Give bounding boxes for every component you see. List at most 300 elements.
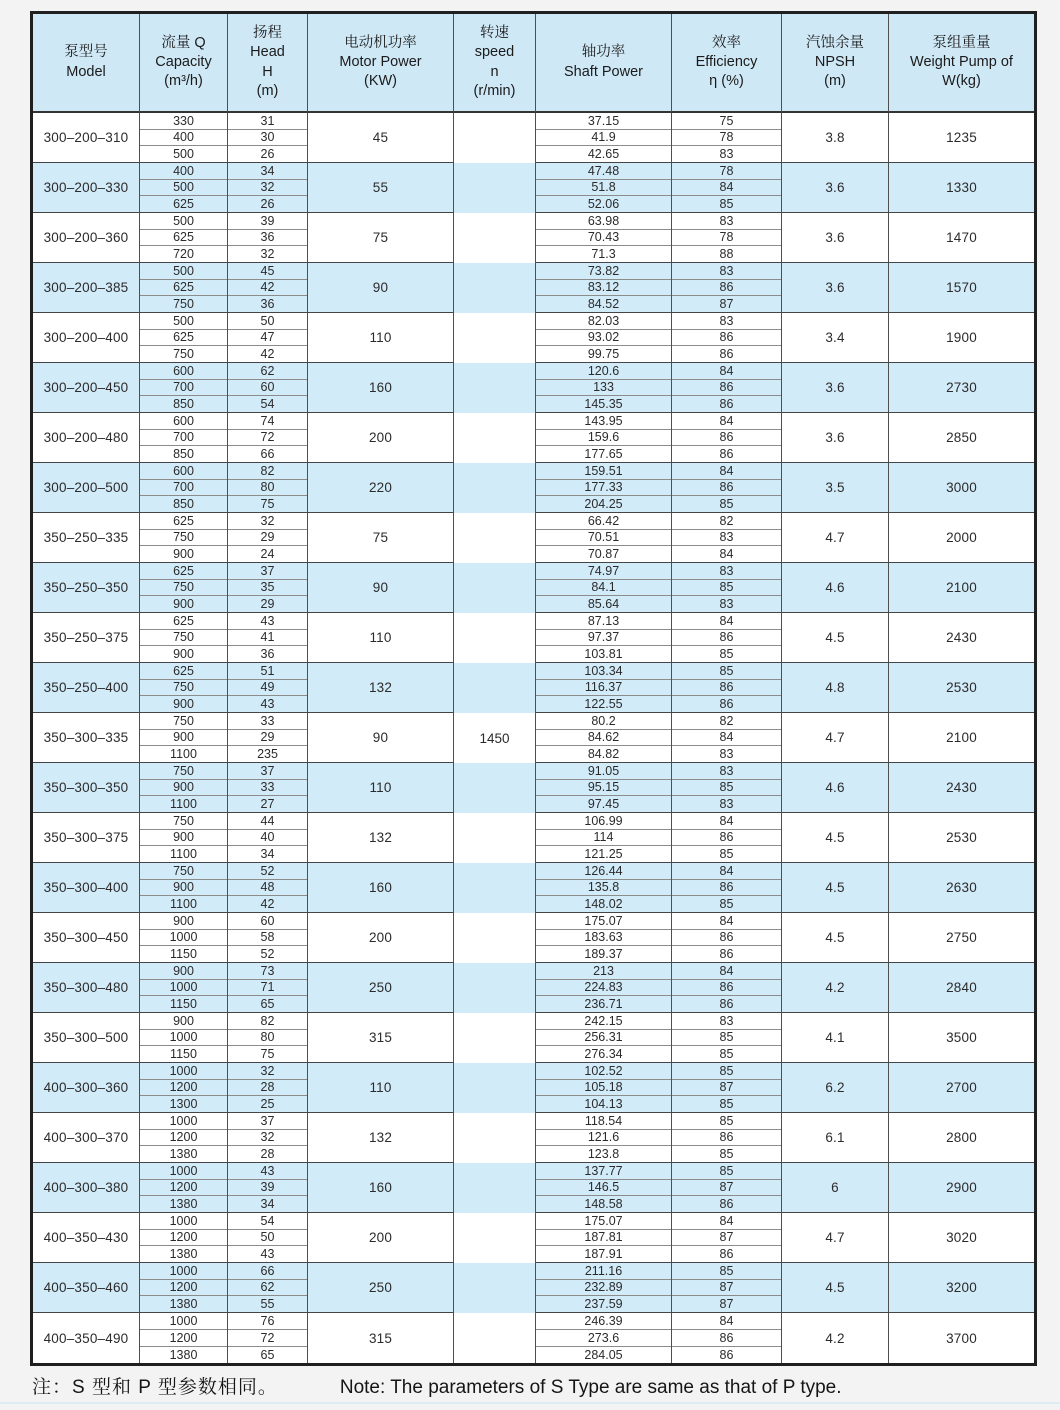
efficiency-value: 84 [672,963,781,980]
head-value: 42 [228,280,307,297]
capacity-cell [140,963,228,1013]
shaft-power-value: 213 [536,963,671,980]
column-header-line: H [262,63,273,80]
shaft-power-value: 177.33 [536,480,671,497]
column-header-line: 轴功率 [581,44,626,61]
column-header-capacity [140,14,228,113]
capacity-value: 720 [173,246,194,261]
speed-cell [454,163,536,213]
efficiency-cell [672,913,782,963]
efficiency-value: 86 [672,280,781,297]
capacity-value: 750 [140,680,227,697]
table-row [33,763,1034,813]
efficiency-cell [672,263,782,313]
model-cell: 300–200–385 [33,263,140,313]
head-value: 32 [228,1130,307,1147]
head-cell [228,663,308,713]
head-cell [228,163,308,213]
head-value: 26 [260,196,275,211]
npsh-cell: 3.6 [782,213,889,263]
efficiency-value: 86 [672,480,781,497]
speed-cell [454,363,536,413]
efficiency-cell [672,713,782,763]
motor-power-cell: 90 [308,713,454,763]
head-value: 82 [228,463,307,480]
head-value: 54 [260,396,275,411]
efficiency-value: 82 [672,513,781,530]
head-value: 66 [260,446,275,461]
efficiency-cell [672,163,782,213]
shaft-power-value: 148.58 [584,1196,623,1211]
capacity-cell [140,863,228,913]
head-value: 32 [228,180,307,197]
speed-cell [454,763,536,813]
efficiency-value: 85 [719,846,734,861]
capacity-cell [140,613,228,663]
shaft-power-value: 52.06 [587,196,620,211]
column-header-line: 效率 [712,34,741,51]
capacity-cell [140,763,228,813]
shaft-power-cell [536,213,672,263]
shaft-power-value: 84.52 [587,296,620,311]
shaft-power-value: 63.98 [536,213,671,230]
shaft-power-value: 118.54 [536,1113,671,1130]
speed-cell [454,1163,536,1213]
head-value: 65 [260,996,275,1011]
capacity-cell [140,913,228,963]
capacity-value: 700 [140,380,227,397]
head-value: 33 [228,713,307,730]
weight-cell: 3000 [889,463,1034,513]
model-cell: 350–250–335 [33,513,140,563]
head-value: 235 [257,746,278,761]
capacity-value: 500 [173,146,194,161]
npsh-cell: 3.4 [782,313,889,363]
efficiency-value: 84 [672,913,781,930]
capacity-value: 1150 [170,1046,197,1061]
capacity-cell [140,313,228,363]
head-value: 73 [228,963,307,980]
efficiency-cell [672,1313,782,1363]
head-cell [228,113,308,163]
speed-cell [454,1013,536,1063]
efficiency-cell [672,663,782,713]
capacity-value: 1200 [140,1080,227,1097]
shaft-power-value: 102.52 [536,1063,671,1080]
shaft-power-value: 187.91 [584,1246,623,1261]
model-cell: 350–300–400 [33,863,140,913]
shaft-power-value: 242.15 [536,1013,671,1030]
head-value: 32 [228,513,307,530]
capacity-value: 1150 [170,996,197,1011]
weight-cell: 1235 [889,113,1034,163]
shaft-power-cell [536,263,672,313]
shaft-power-value: 84.62 [536,730,671,747]
head-cell [228,1263,308,1313]
column-header-line: Motor Power [339,53,422,70]
head-value: 27 [260,796,275,811]
capacity-cell [140,213,228,263]
head-cell [228,863,308,913]
head-value: 48 [228,880,307,897]
head-value: 80 [228,480,307,497]
capacity-cell [140,113,228,163]
head-value: 42 [260,346,275,361]
weight-cell: 3700 [889,1313,1034,1363]
model-cell: 350–300–450 [33,913,140,963]
head-value: 45 [228,263,307,280]
shaft-power-value: 66.42 [536,513,671,530]
efficiency-value: 85 [719,646,734,661]
shaft-power-value: 73.82 [536,263,671,280]
head-value: 51 [228,663,307,680]
motor-power-cell: 90 [308,563,454,613]
motor-power-cell: 75 [308,513,454,563]
head-cell [228,813,308,863]
model-cell: 400–350–460 [33,1263,140,1313]
head-value: 31 [228,113,307,130]
head-value: 66 [228,1263,307,1280]
pump-spec-table [30,11,1037,1366]
capacity-value: 750 [140,530,227,547]
head-value: 36 [260,646,275,661]
motor-power-cell: 250 [308,963,454,1013]
head-cell [228,913,308,963]
model-cell: 350–250–375 [33,613,140,663]
efficiency-cell [672,563,782,613]
shaft-power-value: 105.18 [536,1080,671,1097]
efficiency-value: 83 [719,596,734,611]
motor-power-cell: 110 [308,763,454,813]
efficiency-value: 87 [672,1180,781,1197]
shaft-power-value: 126.44 [536,863,671,880]
capacity-value: 1000 [140,1113,227,1130]
capacity-value: 850 [173,446,194,461]
npsh-cell: 6.1 [782,1113,889,1163]
capacity-value: 900 [140,730,227,747]
speed-cell [454,963,536,1013]
column-header-line: (m³/h) [164,73,203,90]
shaft-power-value: 97.37 [536,630,671,647]
efficiency-value: 84 [672,613,781,630]
capacity-value: 1000 [140,930,227,947]
efficiency-value: 86 [672,1130,781,1147]
head-value: 28 [228,1080,307,1097]
shaft-power-value: 133 [536,380,671,397]
capacity-value: 600 [140,463,227,480]
head-value: 76 [228,1313,307,1330]
table-row [33,563,1034,613]
capacity-cell [140,1263,228,1313]
motor-power-cell: 110 [308,1063,454,1113]
efficiency-value: 86 [719,696,734,711]
head-value: 72 [228,1330,307,1347]
efficiency-value: 86 [719,446,734,461]
efficiency-value: 86 [672,830,781,847]
capacity-value: 1150 [170,946,197,961]
capacity-value: 625 [140,613,227,630]
table-row [33,963,1034,1013]
model-cell: 400–350–490 [33,1313,140,1363]
weight-cell: 2100 [889,563,1034,613]
capacity-value: 625 [140,663,227,680]
table-row [33,1113,1034,1163]
table-header-row [33,14,1034,113]
motor-power-cell: 160 [308,863,454,913]
shaft-power-cell [536,313,672,363]
head-value: 42 [260,896,275,911]
shaft-power-cell [536,163,672,213]
efficiency-cell [672,213,782,263]
shaft-power-cell [536,113,672,163]
table-row [33,263,1034,313]
capacity-cell [140,1113,228,1163]
motor-power-cell: 315 [308,1013,454,1063]
table-row [33,613,1034,663]
table-row [33,713,1034,763]
weight-cell: 2000 [889,513,1034,563]
shaft-power-cell [536,613,672,663]
head-cell [228,413,308,463]
capacity-value: 750 [173,296,194,311]
head-value: 43 [260,1246,275,1261]
speed-cell [454,263,536,313]
efficiency-value: 78 [672,230,781,247]
efficiency-value: 83 [719,746,734,761]
head-value: 25 [260,1096,275,1111]
npsh-cell: 3.6 [782,163,889,213]
efficiency-value: 84 [672,1213,781,1230]
head-cell [228,263,308,313]
efficiency-value: 85 [672,1030,781,1047]
capacity-cell [140,463,228,513]
head-value: 39 [228,213,307,230]
capacity-value: 750 [140,813,227,830]
motor-power-cell: 200 [308,913,454,963]
shaft-power-cell [536,413,672,463]
head-value: 29 [260,596,275,611]
efficiency-value: 87 [719,296,734,311]
shaft-power-value: 93.02 [536,330,671,347]
capacity-value: 1200 [140,1130,227,1147]
model-cell: 300–200–310 [33,113,140,163]
efficiency-value: 86 [672,430,781,447]
shaft-power-value: 236.71 [584,996,623,1011]
capacity-value: 1200 [140,1180,227,1197]
head-value: 34 [260,1196,275,1211]
capacity-value: 500 [140,313,227,330]
head-value: 43 [228,1163,307,1180]
capacity-value: 1200 [140,1280,227,1297]
efficiency-value: 85 [672,1063,781,1080]
head-value: 62 [228,1280,307,1297]
npsh-cell: 3.6 [782,263,889,313]
shaft-power-value: 143.95 [536,413,671,430]
shaft-power-value: 42.65 [587,146,620,161]
motor-power-cell: 160 [308,363,454,413]
capacity-value: 1100 [170,746,197,761]
column-header-line: 扬程 [253,25,282,42]
shaft-power-cell [536,963,672,1013]
efficiency-value: 83 [672,213,781,230]
efficiency-value: 78 [672,130,781,147]
capacity-value: 750 [140,713,227,730]
capacity-value: 900 [140,830,227,847]
efficiency-cell [672,963,782,1013]
capacity-cell [140,1013,228,1063]
head-value: 34 [228,163,307,180]
head-value: 37 [228,1113,307,1130]
shaft-power-value: 95.15 [536,780,671,797]
head-cell [228,1063,308,1113]
model-cell: 300–200–330 [33,163,140,213]
capacity-cell [140,263,228,313]
efficiency-value: 86 [672,880,781,897]
npsh-cell: 4.2 [782,1313,889,1363]
capacity-value: 625 [140,280,227,297]
capacity-cell [140,1163,228,1213]
capacity-cell [140,413,228,463]
head-cell [228,563,308,613]
shaft-power-cell [536,363,672,413]
shaft-power-value: 103.34 [536,663,671,680]
capacity-value: 1300 [169,1096,198,1111]
shaft-power-value: 204.25 [584,496,623,511]
head-value: 44 [228,813,307,830]
shaft-power-value: 256.31 [536,1030,671,1047]
weight-cell: 2900 [889,1163,1034,1213]
table-row [33,1163,1034,1213]
weight-cell: 3500 [889,1013,1034,1063]
efficiency-value: 86 [719,1196,734,1211]
speed-cell [454,913,536,963]
capacity-value: 625 [140,230,227,247]
weight-cell: 2850 [889,413,1034,463]
head-cell [228,363,308,413]
speed-cell [454,463,536,513]
motor-power-cell: 55 [308,163,454,213]
model-cell: 300–200–400 [33,313,140,363]
table-row [33,913,1034,963]
model-cell: 350–300–375 [33,813,140,863]
shaft-power-cell [536,513,672,563]
weight-cell: 2630 [889,863,1034,913]
head-value: 41 [228,630,307,647]
shaft-power-value: 106.99 [536,813,671,830]
efficiency-cell [672,513,782,563]
efficiency-value: 86 [672,630,781,647]
speed-cell [454,1113,536,1163]
motor-power-cell: 110 [308,613,454,663]
motor-power-cell: 75 [308,213,454,263]
weight-cell: 1570 [889,263,1034,313]
head-value: 36 [228,230,307,247]
shaft-power-value: 85.64 [587,596,620,611]
efficiency-value: 87 [672,1080,781,1097]
speed-cell [454,1313,536,1363]
capacity-value: 1380 [169,1196,198,1211]
capacity-value: 850 [173,396,194,411]
shaft-power-value: 145.35 [584,396,623,411]
efficiency-value: 85 [672,1263,781,1280]
shaft-power-cell [536,1213,672,1263]
speed-cell [454,513,536,563]
head-value: 26 [260,146,275,161]
head-cell [228,1113,308,1163]
head-value: 35 [228,580,307,597]
efficiency-value: 84 [719,546,734,561]
shaft-power-value: 116.37 [536,680,671,697]
capacity-cell [140,1063,228,1113]
column-header-weight [889,14,1034,113]
capacity-value: 900 [173,596,194,611]
table-row [33,813,1034,863]
efficiency-value: 87 [719,1296,734,1311]
head-value: 52 [228,863,307,880]
efficiency-value: 85 [719,896,734,911]
efficiency-value: 86 [672,330,781,347]
efficiency-cell [672,1163,782,1213]
efficiency-value: 86 [672,1330,781,1347]
shaft-power-value: 159.51 [536,463,671,480]
capacity-value: 1000 [140,1313,227,1330]
table-row [33,1063,1034,1113]
weight-cell: 2530 [889,663,1034,713]
motor-power-cell: 200 [308,413,454,463]
npsh-cell: 4.7 [782,1213,889,1263]
efficiency-value: 83 [719,146,734,161]
motor-power-cell: 132 [308,1113,454,1163]
head-cell [228,763,308,813]
npsh-cell: 4.5 [782,813,889,863]
shaft-power-value: 104.13 [584,1096,623,1111]
shaft-power-value: 84.1 [536,580,671,597]
speed-cell [454,1063,536,1113]
capacity-value: 750 [140,580,227,597]
efficiency-value: 86 [719,946,734,961]
capacity-cell [140,663,228,713]
model-cell: 400–300–380 [33,1163,140,1213]
weight-cell: 2530 [889,813,1034,863]
capacity-value: 750 [140,630,227,647]
weight-cell: 1330 [889,163,1034,213]
efficiency-value: 83 [719,796,734,811]
footnote [32,1372,842,1399]
capacity-value: 900 [140,780,227,797]
motor-power-cell: 250 [308,1263,454,1313]
capacity-cell [140,563,228,613]
efficiency-cell [672,813,782,863]
npsh-cell: 4.8 [782,663,889,713]
efficiency-value: 86 [672,680,781,697]
npsh-cell: 4.2 [782,963,889,1013]
table-row [33,1263,1034,1313]
head-cell [228,513,308,563]
capacity-cell [140,163,228,213]
head-value: 58 [228,930,307,947]
shaft-power-value: 71.3 [591,246,616,261]
capacity-value: 750 [140,763,227,780]
table-row [33,513,1034,563]
capacity-cell [140,1213,228,1263]
shaft-power-value: 284.05 [584,1347,623,1362]
head-value: 37 [228,763,307,780]
shaft-power-value: 114 [536,830,671,847]
column-header-head [228,14,308,113]
head-value: 82 [228,1013,307,1030]
table-row [33,1213,1034,1263]
capacity-value: 625 [140,330,227,347]
